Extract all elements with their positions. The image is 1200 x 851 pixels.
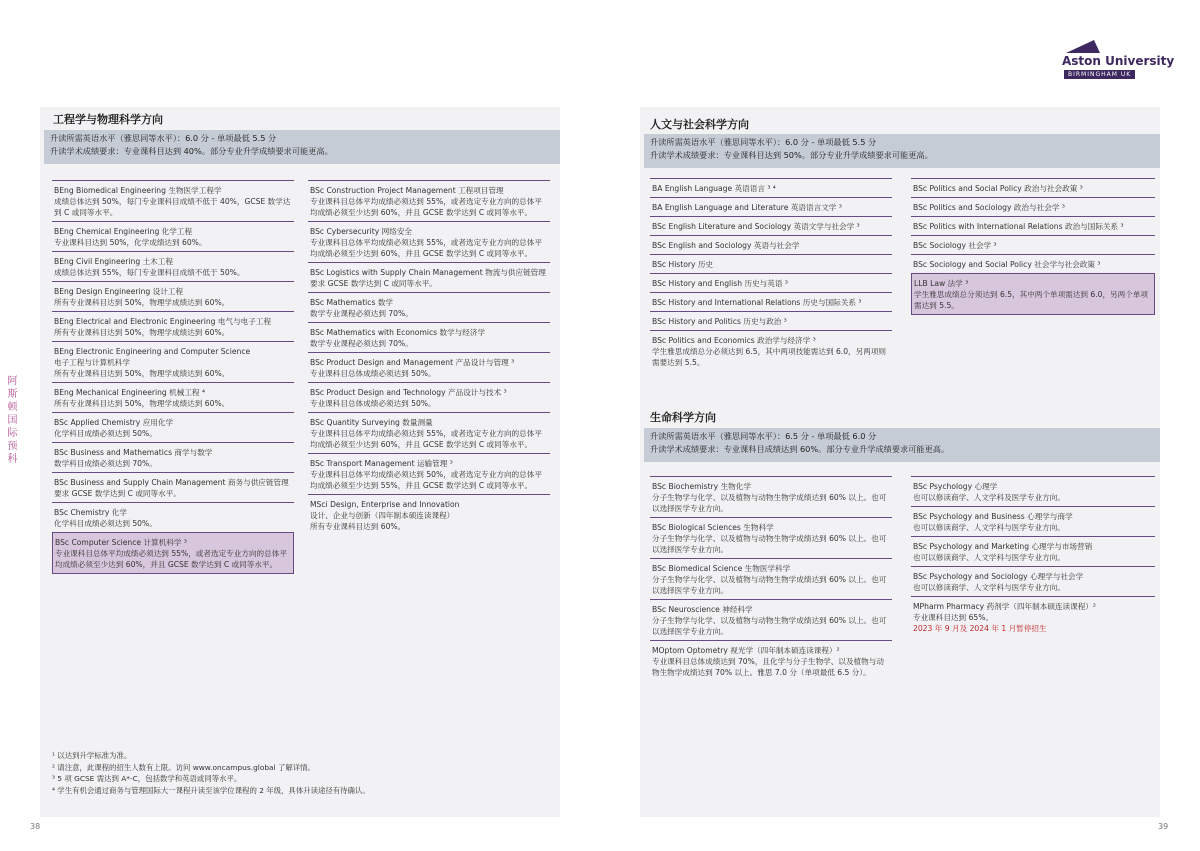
logo-triangle-icon [1064,40,1104,54]
course-requirement: 专业课科目总体平均成绩必须达到 55%，或者选定专业方向的总体平均成绩必须至少达到 60%，并且 GCSE 数学达到 C 或同等水平。 [310,429,542,449]
page-number-right: 39 [1158,822,1169,831]
course-title: MSci Design, Enterprise and Innovation [310,500,460,509]
course-entry [308,221,550,262]
left-column-1 [52,180,294,574]
course-title: BSc English and Sociology 英语与社会学 [652,241,800,250]
course-requirement: 专业课科目总体成绩达到 70%，且化学与分子生物学、以及植物与动物生物学成绩达到 70% 以上。雅思 7.0 分（单项最低 6.5 分）。 [652,657,884,677]
course-entry [308,322,550,352]
course-entry [650,311,892,330]
side-label: 阿斯顿国际预科 [7,376,19,465]
course-title: BSc Neuroscience 神经科学 [652,605,753,614]
right-bottom-column-1 [650,476,892,681]
course-requirement: 也可以修读商学、人文学科及医学专业方向。 [913,493,1065,502]
course-entry [911,506,1155,536]
course-entry [911,596,1155,637]
course-title: BSc Transport Management 运输管理 ³ [310,459,453,468]
course-entry [308,453,550,494]
course-title: BSc Business and Mathematics 商学与数学 [54,448,213,457]
course-entry [52,442,294,472]
course-entry [308,292,550,322]
course-entry [650,178,892,197]
course-title: BSc Politics and Social Policy 政治与社会政策 ³ [913,184,1083,193]
course-entry [52,382,294,412]
course-entry [911,197,1155,216]
course-title: BSc Logistics with Supply Chain Management 物流与供应链管理 [310,268,546,277]
course-title: BSc Applied Chemistry 应用化学 [54,418,174,427]
course-entry [911,566,1155,596]
course-entry [650,640,892,681]
course-title: BSc Psychology and Sociology 心理学与社会学 [913,572,1084,581]
course-requirement: 专业课科目总体成绩必须达到 50%。 [310,369,436,378]
left-english-requirement: 升读所需英语水平（雅思同等水平）：6.0 分 - 单项最低 5.5 分 [50,133,277,143]
course-entry [650,476,892,517]
course-requirement: 专业课科目达到 50%，化学成绩达到 60%。 [54,238,207,247]
course-title: BSc Biochemistry 生物化学 [652,482,751,491]
course-requirement: 专业课科目总体成绩必须达到 50%。 [310,399,436,408]
footnote-4: ⁴ 学生有机会通过商务与管理国际大一课程升读至该学位课程的 2 年级，具体升读途径有待确认。 [52,785,370,795]
course-entry [308,262,550,292]
course-title: BSc Politics and Economics 政治学与经济学 ³ [652,336,816,345]
course-entry [52,221,294,251]
course-entry [52,251,294,281]
course-entry [650,273,892,292]
course-requirement: 专业课科目总体平均成绩必须达到 55%，或者选定专业方向的总体平均成绩必须至少达到 60%，并且 GCSE 数学达到 C 或同等水平。 [55,549,287,569]
footnote-2: ² 请注意，此课程的招生人数有上限。访问 www.oncampus.global 了解详情。 [52,762,315,772]
right-top-english-requirement: 升读所需英语水平（雅思同等水平）：6.0 分 - 单项最低 5.5 分 [650,137,877,147]
left-requirements [44,130,560,164]
logo-name: Aston University [1062,54,1175,68]
course-requirement: 成绩总体达到 50%，每门专业课科目成绩不低于 40%，GCSE 数学达到 C 或同等水平。 [54,197,291,217]
right-top-academic-requirement: 升读学术成绩要求：专业课科目达到 50%。部分专业升学成绩要求可能更高。 [650,150,933,160]
course-requirement: 要求 GCSE 数学达到 C 或同等水平。 [54,489,181,498]
course-title: BEng Electronic Engineering and Computer Science [54,347,251,356]
course-title: BSc Sociology and Social Policy 社会学与社会政策 ³ [913,260,1101,269]
course-entry [650,558,892,599]
footnotes [52,750,370,796]
course-requirement: 所有专业课科目达到 50%，物理学成绩达到 60%。 [54,298,230,307]
course-entry [650,216,892,235]
course-title: BA English Language and Literature 英语语言文学 ³ [652,203,842,212]
course-requirement: 专业课科目总体平均成绩必须达到 55%，或者选定专业方向的总体平均成绩必须至少达到 60%，并且 GCSE 数学达到 C 或同等水平。 [310,197,542,217]
course-title: BEng Civil Engineering 土木工程 [54,257,173,266]
course-entry [650,330,892,371]
course-entry [650,254,892,273]
course-requirement: 也可以修读商学、人文学科与医学专业方向。 [913,553,1065,562]
course-requirement: 分子生物学与化学、以及植物与动物生物学成绩达到 60% 以上。也可以选择医学专业方向。 [652,575,887,595]
course-requirement: 数学科目成绩必须达到 70%。 [54,459,157,468]
course-entry [911,178,1155,197]
right-top-section-title: 人文与社会科学方向 [650,118,749,131]
course-requirement: 所有专业课科目达到 50%，物理学成绩达到 60%。 [54,328,230,337]
course-title: BSc Sociology 社会学 ³ [913,241,997,250]
course-requirement: 所有专业课科目达到 50%，物理学成绩达到 60%。 [54,399,230,408]
course-requirement: 设计、企业与创新（四年制本硕连读课程） 所有专业课科目达到 60%。 [310,511,455,531]
course-entry [52,180,294,221]
course-title: BA English Language 英语语言 ³ ⁴ [652,184,776,193]
course-requirement: 也可以修读商学、人文学科与医学专业方向。 [913,583,1065,592]
course-requirement: 电子工程与计算机科学 所有专业课科目达到 50%，物理学成绩达到 60%。 [54,358,230,378]
left-section-title: 工程学与物理科学方向 [53,113,163,126]
logo-subtitle: BIRMINGHAM UK [1064,70,1135,79]
course-entry [911,273,1155,315]
course-title: BSc Quantity Surveying 数量测量 [310,418,433,427]
course-title: BSc Psychology and Business 心理学与商学 [913,512,1073,521]
course-title: BSc Psychology 心理学 [913,482,998,491]
course-requirement: 数学专业课程必须达到 70%。 [310,339,413,348]
course-entry [650,599,892,640]
course-entry [911,235,1155,254]
page-number-left: 38 [30,822,41,831]
footnote-3: ³ 5 项 GCSE 需达到 A*-C，包括数学和英语或同等水平。 [52,774,242,783]
right-bottom-academic-requirement: 升读学术成绩要求：专业课科目成绩达到 60%。部分专业升学成绩要求可能更高。 [650,444,950,454]
course-title: BSc English Literature and Sociology 英语文学与社会学 ³ [652,222,860,231]
course-entry [52,472,294,502]
course-title: BEng Design Engineering 设计工程 [54,287,184,296]
footnote-1: ¹ 以达到升学标准为准。 [52,751,132,760]
course-requirement: 化学科目成绩必须达到 50%。 [54,519,157,528]
course-title: BSc Business and Supply Chain Management 商务与供应链管理 [54,478,289,487]
aston-university-logo [1062,40,1175,85]
course-requirement: 专业课科目达到 65%。 [913,613,994,622]
course-entry [52,532,294,574]
course-entry [308,382,550,412]
course-requirement: 也可以修读商学、人文学科与医学专业方向。 [913,523,1065,532]
course-requirement: 专业课科目总体平均成绩必须达到 55%，或者选定专业方向的总体平均成绩必须至少达到 60%，并且 GCSE 数学达到 C 或同等水平。 [310,238,542,258]
course-title: BSc Biomedical Science 生物医学科学 [652,564,791,573]
course-title: BEng Biomedical Engineering 生物医学工程学 [54,186,222,195]
right-bottom-section-title: 生命科学方向 [650,411,716,424]
course-entry [52,281,294,311]
course-entry [911,536,1155,566]
course-title: BSc Product Design and Technology 产品设计与技术 ³ [310,388,507,397]
left-column-2 [308,180,550,535]
course-requirement: 成绩总体达到 55%，每门专业课科目成绩不低于 50%。 [54,268,245,277]
course-title: BSc Mathematics 数学 [310,298,394,307]
course-entry [308,494,550,535]
course-requirement: 数学专业课程必须达到 70%。 [310,309,413,318]
course-title: MPharm Pharmacy 药剂学（四年制本硕连读课程）² [913,602,1096,611]
course-title: BSc History 历史 [652,260,714,269]
course-title: BSc Politics with International Relations 政治与国际关系 ³ [913,222,1124,231]
course-entry [650,517,892,558]
course-title: BSc Politics and Sociology 政治与社会学 ³ [913,203,1065,212]
right-top-requirements [644,134,1160,168]
course-requirement: 分子生物学与化学、以及植物与动物生物学成绩达到 60% 以上。也可以选择医学专业方向。 [652,534,887,554]
course-requirement: 分子生物学与化学、以及植物与动物生物学成绩达到 60% 以上。也可以选择医学专业方向。 [652,493,887,513]
right-top-column-2 [911,178,1155,315]
right-top-column-1 [650,178,892,371]
course-requirement: 专业课科目总体平均成绩必须达到 50%，或者选定专业方向的总体平均成绩必须至少达到 55%，并且 GCSE 数学达到 C 或同等水平。 [310,470,542,490]
course-note: 2023 年 9 月及 2024 年 1 月暂停招生 [913,624,1047,633]
course-title: BSc Mathematics with Economics 数学与经济学 [310,328,486,337]
course-entry [308,180,550,221]
course-entry [52,311,294,341]
course-entry [52,341,294,382]
course-title: BEng Electrical and Electronic Engineering 电气与电子工程 [54,317,272,326]
course-title: BEng Mechanical Engineering 机械工程 ⁴ [54,388,206,397]
course-entry [52,502,294,532]
course-title: BSc Chemistry 化学 [54,508,127,517]
course-entry [650,197,892,216]
course-entry [911,476,1155,506]
course-title: BSc History and Politics 历史与政治 ³ [652,317,787,326]
course-title: BSc History and International Relations 历史与国际关系 ³ [652,298,862,307]
course-title: MOptom Optometry 视光学（四年制本硕连读课程）² [652,646,840,655]
course-requirement: 分子生物学与化学、以及植物与动物生物学成绩达到 60% 以上。也可以选择医学专业方向。 [652,616,887,636]
course-requirement: 学生雅思成绩总分必须达到 6.5，其中两项技能需达到 6.0，另两项则需要达到 5.5。 [652,347,887,367]
course-entry [650,235,892,254]
course-requirement: 化学科目成绩必须达到 50%。 [54,429,157,438]
right-bottom-requirements [644,428,1160,462]
course-title: BEng Chemical Engineering 化学工程 [54,227,193,236]
course-entry [650,292,892,311]
course-title: BSc Computer Science 计算机科学 ³ [55,538,187,547]
right-bottom-english-requirement: 升读所需英语水平（雅思同等水平）：6.5 分 - 单项最低 6.0 分 [650,431,877,441]
course-title: BSc Psychology and Marketing 心理学与市场营销 [913,542,1093,551]
course-title: BSc History and English 历史与英语 ³ [652,279,788,288]
course-title: BSc Product Design and Management 产品设计与管理 ³ [310,358,515,367]
left-academic-requirement: 升读学术成绩要求：专业课科目达到 40%。部分专业升学成绩要求可能更高。 [50,146,333,156]
right-bottom-column-2 [911,476,1155,637]
course-title: BSc Cybersecurity 网络安全 [310,227,413,236]
course-requirement: 要求 GCSE 数学达到 C 或同等水平。 [310,279,437,288]
course-title: BSc Construction Project Management 工程项目管理 [310,186,504,195]
course-title: LLB Law 法学 ³ [914,279,969,288]
course-entry [52,412,294,442]
course-requirement: 学生雅思成绩总分须达到 6.5，其中两个单项需达到 6.0，另两个单项需达到 5.5。 [914,290,1149,310]
course-title: BSc Biological Sciences 生物科学 [652,523,774,532]
course-entry [911,216,1155,235]
course-entry [308,352,550,382]
course-entry [308,412,550,453]
course-entry [911,254,1155,273]
